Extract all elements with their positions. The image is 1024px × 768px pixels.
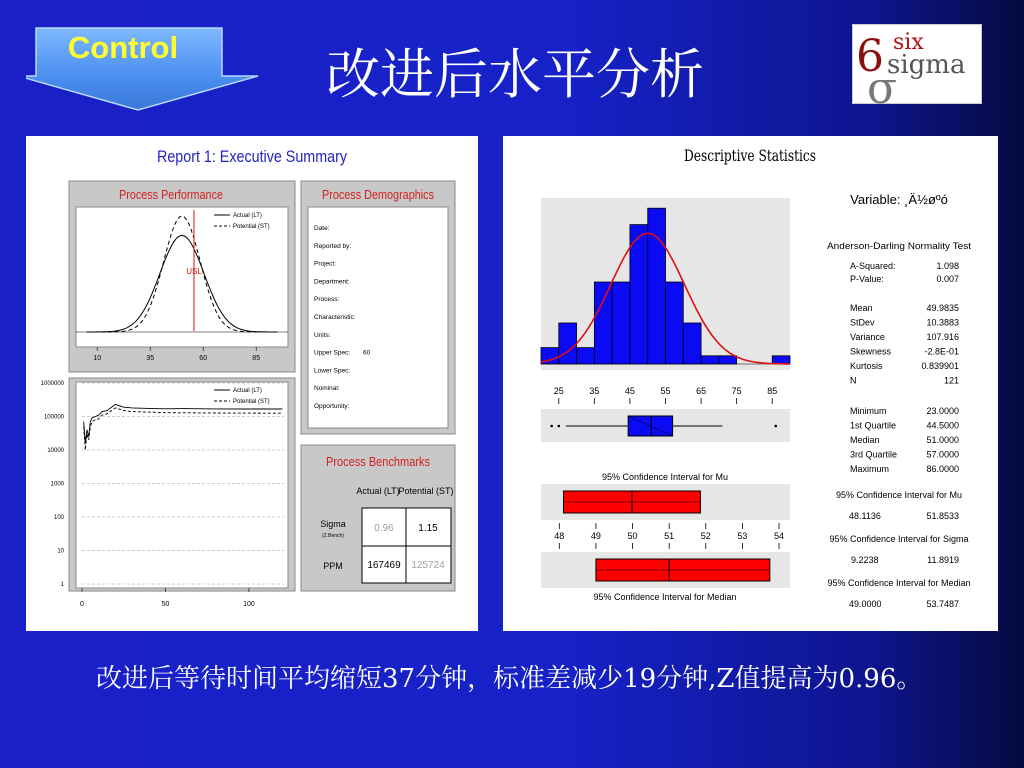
stats-row-label: N (850, 375, 857, 386)
histogram-bar (630, 225, 648, 364)
stats-row-value: 10.3883 (926, 317, 959, 328)
demographics-field-label: Department: (314, 278, 350, 286)
ad-test-title: Anderson-Darling Normality Test (827, 241, 972, 251)
demographics-field-label: Process: (314, 296, 340, 304)
histogram-bar (648, 208, 666, 364)
histogram-x-tick-label: 85 (767, 386, 778, 396)
ci-mu-low: 48.1136 (849, 511, 881, 521)
process-performance-panel (69, 181, 295, 372)
benchmark-col-actual: Actual (LT) (356, 486, 400, 496)
logo-six-word: six (893, 30, 924, 55)
trend-y-tick-label: 10 (57, 548, 64, 555)
benchmark-row-ppm: PPM (323, 561, 343, 571)
ci-median-title: 95% Confidence Interval for Median (827, 578, 971, 588)
stats-row-label: Mean (850, 303, 873, 313)
trend-y-tick-label: 10000 (47, 448, 64, 454)
ci-x-tick-label: 49 (590, 531, 601, 541)
trend-x-tick-label: 100 (243, 601, 255, 608)
histogram-bar (683, 323, 701, 364)
stats-row-value: -2.8E-01 (924, 346, 959, 357)
logo-sigma-word: sigma (887, 50, 966, 80)
stats-row-label: StDev (850, 317, 875, 328)
ci-x-tick-label: 51 (664, 531, 675, 541)
benchmark-row-sigma-sub: (Z.Bench) (322, 533, 344, 539)
ci-x-tick-label: 54 (774, 531, 785, 541)
ppm-actual-value: 167469 (367, 560, 401, 571)
slide-caption: 改进后等待时间平均缩短37分钟，标准差减少19分钟,Z值提高为0.96。 (96, 664, 923, 694)
demographics-field-label: Units: (314, 331, 331, 339)
ci-median-low: 49.0000 (849, 599, 882, 609)
stats-row-value: 51.0000 (926, 435, 959, 445)
stats-row-label: Median (850, 435, 880, 445)
performance-x-tick-label: 10 (93, 355, 102, 362)
ci-mu-high: 51.8533 (926, 511, 959, 521)
logo-sigma-glyph: σ (867, 63, 898, 105)
ppm-trend-y-ticks (41, 381, 65, 588)
boxplot-outlier (557, 425, 560, 428)
stats-row-value: 23.0000 (926, 406, 959, 416)
ppm-potential-value: 125724 (411, 560, 445, 571)
logo-six-digit: 6 (856, 31, 884, 82)
six-sigma-logo-mark (853, 25, 983, 105)
executive-summary-panel (26, 136, 478, 631)
legend-actual-label: Actual (LT) (233, 213, 262, 219)
stats-row-label: 1st Quartile (850, 420, 897, 431)
trend-y-tick-label: 1000000 (40, 381, 64, 387)
stats-row-label: Kurtosis (850, 361, 883, 371)
process-benchmarks-panel (301, 445, 455, 591)
performance-x-tick-label: 35 (146, 355, 155, 362)
six-sigma-logo (852, 24, 982, 104)
trend-x-tick-label: 0 (80, 601, 84, 608)
benchmark-col-potential: Potential (ST) (398, 486, 454, 496)
histogram-bar (701, 356, 719, 364)
performance-x-tick-label: 85 (252, 355, 261, 362)
ci-sigma-high: 11.8919 (927, 555, 959, 565)
histogram-bar (719, 356, 737, 364)
stats-row-value: 86.0000 (926, 464, 959, 474)
process-performance-title: Process Performance (119, 187, 223, 202)
stats-row-value: 44.5000 (926, 420, 959, 431)
stats-row-label: Minimum (850, 406, 887, 416)
slide-title: 改进后水平分析 (326, 43, 704, 106)
stats-row-value: 107.916 (926, 332, 959, 342)
descriptive-statistics-panel (503, 136, 998, 631)
sigma-actual-value: 0.96 (374, 523, 394, 534)
histogram-bar (666, 282, 684, 364)
stats-title: Descriptive Statistics (684, 146, 816, 165)
legend-potential-label: Potential (ST) (233, 224, 270, 230)
report-title: Report 1: Executive Summary (157, 147, 348, 166)
ci-x-tick-label: 50 (627, 531, 638, 541)
histogram-x-ticks (554, 386, 777, 404)
histogram-x-tick-label: 75 (731, 386, 742, 396)
stats-table (850, 261, 959, 474)
demographics-field-label: Project: (314, 260, 337, 268)
histogram-x-tick-label: 25 (553, 386, 564, 396)
demographics-field-label: Upper Spec: (314, 349, 351, 357)
mu-ci-label: 95% Confidence Interval for Mu (601, 472, 729, 482)
process-benchmarks-title: Process Benchmarks (326, 454, 431, 469)
demographics-field-label: Characteristic: (314, 314, 356, 321)
histogram-bar (559, 323, 577, 364)
stats-row-label: Skewness (850, 346, 892, 357)
trend-y-tick-label: 100 (53, 515, 64, 521)
benchmark-row-sigma: Sigma (320, 519, 346, 529)
stats-row-value: 57.0000 (926, 449, 959, 460)
demographics-field-value: 60 (363, 349, 371, 357)
ci-sigma-low: 9.2238 (851, 555, 879, 565)
stats-row-label: 3rd Quartile (850, 449, 898, 460)
stats-row-value: 0.007 (936, 274, 959, 284)
performance-x-tick-label: 60 (199, 355, 208, 362)
executive-summary-svg (26, 136, 478, 631)
descriptive-statistics-svg (503, 136, 998, 631)
histogram-bar (594, 282, 612, 364)
ci-median-high: 53.7487 (926, 599, 959, 609)
demographics-field-label: Reported by: (314, 242, 352, 250)
stats-row-value: 121 (943, 375, 959, 386)
trend-x-tick-label: 50 (161, 601, 170, 608)
trend-y-tick-label: 100000 (43, 414, 64, 421)
boxplot-outlier (550, 425, 553, 428)
trend-y-tick-label: 1000 (50, 481, 64, 488)
variable-label: Variable: ¸Ä½øºó (850, 192, 948, 207)
stats-row-value: 1.098 (936, 261, 959, 271)
trend-legend-actual-label: Actual (LT) (233, 388, 262, 394)
stats-row-label: A-Squared: (850, 261, 896, 271)
demographics-field-label: Lower Spec: (314, 367, 351, 375)
stats-row-label: P-Value: (850, 274, 884, 284)
process-demographics-panel (301, 181, 455, 434)
median-ci-label: 95% Confidence Interval for Median (593, 592, 737, 602)
ppm-trend-panel (41, 378, 295, 608)
histogram-bar (612, 282, 630, 364)
stats-row-value: 0.839901 (921, 361, 959, 371)
stats-row-label: Variance (850, 332, 885, 342)
trend-y-tick-label: 1 (60, 582, 64, 588)
stats-row-label: Maximum (850, 464, 890, 474)
trend-legend-potential-label: Potential (ST) (233, 399, 270, 405)
ci-mu-title: 95% Confidence Interval for Mu (835, 490, 963, 500)
histogram-bar (577, 348, 595, 364)
stats-row-value: 49.9835 (926, 303, 959, 313)
demographics-field-label: Opportunity: (314, 403, 350, 410)
histogram-x-tick-label: 35 (589, 386, 600, 396)
histogram-bar (772, 356, 790, 364)
process-demographics-title: Process Demographics (322, 187, 435, 202)
histogram-x-tick-label: 45 (624, 386, 635, 396)
demographics-field-label: Nominal: (314, 385, 340, 393)
ci-x-tick-label: 48 (554, 531, 565, 541)
boxplot-outlier (774, 425, 777, 428)
demographics-field-label: Date: (314, 225, 330, 232)
usl-mark: USL (186, 267, 202, 276)
sigma-potential-value: 1.15 (418, 523, 438, 534)
histogram-x-tick-label: 55 (660, 386, 671, 396)
ci-x-tick-label: 52 (700, 531, 711, 541)
histogram-x-tick-label: 65 (696, 386, 707, 396)
ci-x-tick-label: 53 (737, 531, 748, 541)
phase-label: Control (67, 30, 179, 65)
ci-sigma-title: 95% Confidence Interval for Sigma (829, 534, 969, 544)
